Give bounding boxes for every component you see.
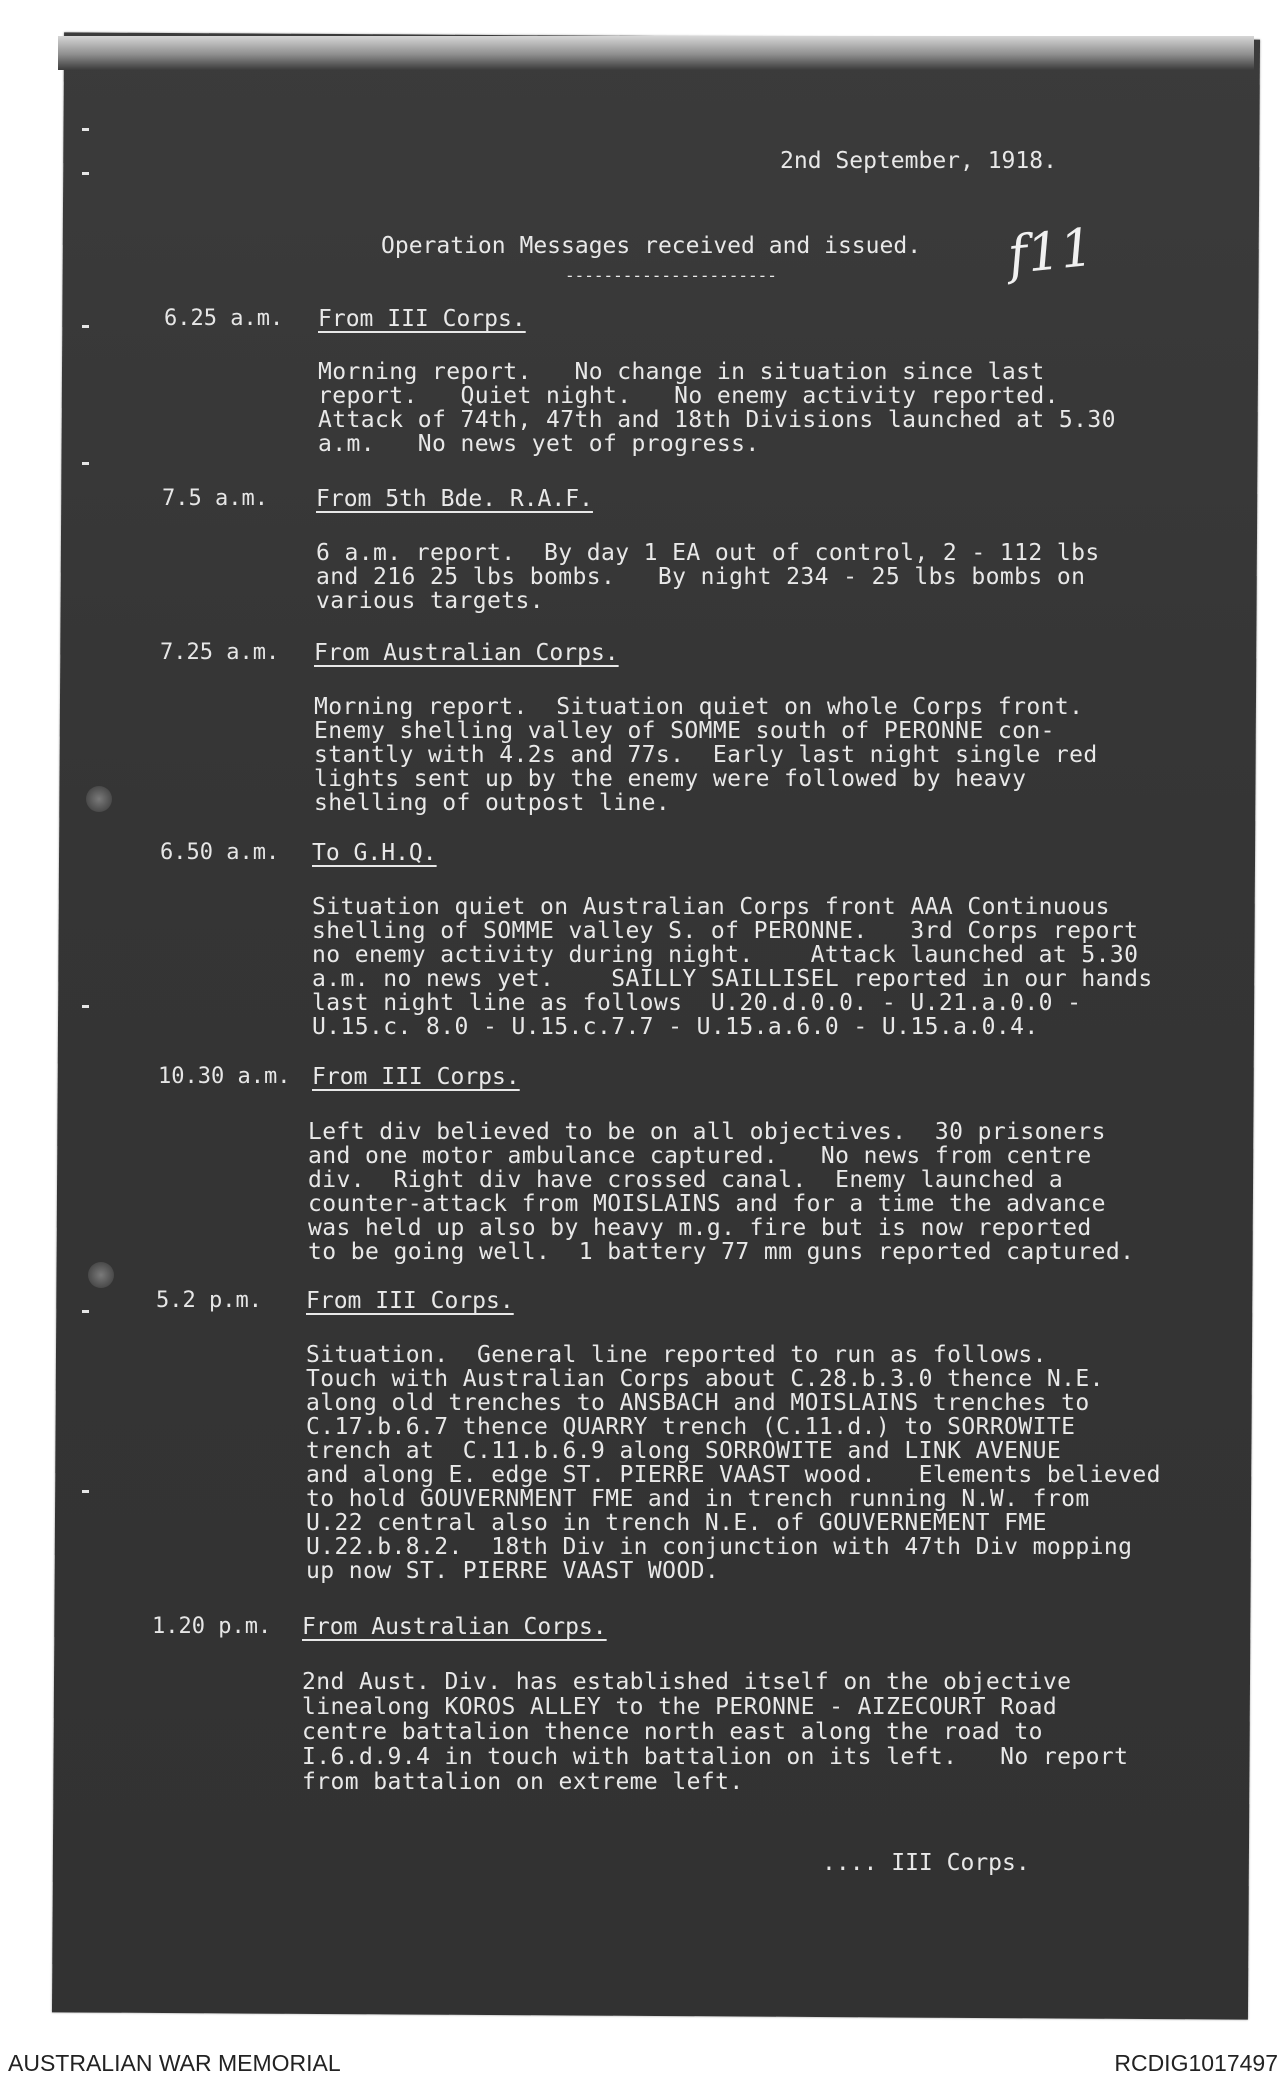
edge-mark: [82, 172, 89, 175]
entry-line: 6 a.m. report. By day 1 EA out of control, 2 - 112 lbs: [316, 540, 1100, 566]
entry-line: along old trenches to ANSBACH and MOISLAINS trenches to: [306, 1390, 1090, 1416]
entry-time: 5.2 p.m.: [156, 1288, 262, 1313]
entry-line: Morning report. Situation quiet on whole Corps front.: [314, 694, 1084, 720]
edge-mark: [82, 1005, 89, 1008]
footer-record-id: RCDIG1017497: [1114, 2050, 1278, 2076]
entry-line: and along E. edge ST. PIERRE VAAST wood. Elements believed: [306, 1462, 1161, 1488]
entry-line: Morning report. No change in situation since last: [318, 359, 1045, 385]
entry-time: 1.20 p.m.: [152, 1614, 272, 1639]
entry-line: report. Quiet night. No enemy activity reported.: [318, 383, 1059, 409]
entry-source: From III Corps.: [318, 306, 526, 332]
entry-line: shelling of SOMME valley S. of PERONNE. 3rd Corps report: [312, 918, 1139, 944]
entry-line: trench at C.11.b.6.9 along SORROWITE and LINK AVENUE: [306, 1438, 1062, 1464]
entry-line: linealong KOROS ALLEY to the PERONNE - AIZECOURT Road: [302, 1694, 1058, 1720]
entry-line: a.m. no news yet. SAILLY SAILLISEL reported in our hands: [312, 966, 1153, 992]
entry-line: lights sent up by the enemy were followed by heavy: [314, 766, 1027, 792]
entry-time: 6.25 a.m.: [164, 306, 284, 331]
entry-line: shelling of outpost line.: [314, 790, 671, 816]
entry-source: From Australian Corps.: [314, 640, 619, 666]
entry-line: and 216 25 lbs bombs. By night 234 - 25 lbs bombs on: [316, 564, 1086, 590]
entry-time: 6.50 a.m.: [160, 840, 280, 865]
entry-line: no enemy activity during night. Attack launched at 5.30: [312, 942, 1139, 968]
entry-line: a.m. No news yet of progress.: [318, 431, 760, 457]
edge-mark: [82, 462, 89, 465]
entry-line: stantly with 4.2s and 77s. Early last night single red: [314, 742, 1098, 768]
handwritten-initial: f11: [1005, 217, 1097, 287]
entry-source: From 5th Bde. R.A.F.: [316, 486, 593, 512]
edge-mark: [82, 1490, 89, 1493]
entry-line: Situation. General line reported to run as follows.: [306, 1342, 1047, 1368]
edge-mark: [82, 1310, 89, 1313]
entry-time: 10.30 a.m.: [158, 1064, 291, 1089]
entry-line: Touch with Australian Corps about C.28.b.3.0 thence N.E.: [306, 1366, 1104, 1392]
entry-time: 7.5 a.m.: [162, 486, 268, 511]
entry-source: To G.H.Q.: [312, 840, 437, 866]
entry-time: 7.25 a.m.: [160, 640, 280, 665]
entry-line: Enemy shelling valley of SOMME south of PERONNE con-: [314, 718, 1055, 744]
edge-mark: [82, 128, 89, 131]
entry-line: div. Right div have crossed canal. Enemy launched a: [308, 1167, 1064, 1193]
document-title: Operation Messages received and issued.: [381, 233, 922, 259]
title-rule: ----------------------: [565, 266, 777, 285]
entry-line: to hold GOUVERNMENT FME and in trench running N.W. from: [306, 1486, 1090, 1512]
entry-source: From Australian Corps.: [302, 1614, 607, 1640]
edge-mark: [82, 325, 89, 328]
entry-line: last night line as follows U.20.d.0.0. - U.21.a.0.0 -: [312, 990, 1082, 1016]
entry-line: U.22 central also in trench N.E. of GOUVERNEMENT FME: [306, 1510, 1047, 1536]
document-date: 2nd September, 1918.: [780, 148, 1057, 174]
entry-line: U.22.b.8.2. 18th Div in conjunction with 47th Div mopping: [306, 1534, 1133, 1560]
entry-line: Situation quiet on Australian Corps front AAA Continuous: [312, 894, 1110, 920]
entry-line: Left div believed to be on all objectives. 30 prisoners: [308, 1119, 1106, 1145]
entry-line: from battalion on extreme left.: [302, 1769, 744, 1795]
sheet-top-edge: [58, 36, 1254, 70]
entry-source: From III Corps.: [312, 1064, 520, 1090]
entry-line: I.6.d.9.4 in touch with battalion on its left. No report: [302, 1744, 1129, 1770]
entry-line: Attack of 74th, 47th and 18th Divisions launched at 5.30: [318, 407, 1116, 433]
punch-hole-lower: [88, 1262, 114, 1288]
closing-signature: .... III Corps.: [822, 1850, 1030, 1876]
entry-line: 2nd Aust. Div. has established itself on the objective: [302, 1669, 1072, 1695]
entry-line: various targets.: [316, 588, 544, 614]
entry-line: centre battalion thence north east along the road to: [302, 1719, 1043, 1745]
entry-source: From III Corps.: [306, 1288, 514, 1314]
entry-line: counter-attack from MOISLAINS and for a time the advance: [308, 1191, 1106, 1217]
entry-line: to be going well. 1 battery 77 mm guns reported captured.: [308, 1239, 1135, 1265]
footer-archive-name: AUSTRALIAN WAR MEMORIAL: [8, 2050, 341, 2076]
punch-hole-upper: [86, 786, 112, 812]
entry-line: U.15.c. 8.0 - U.15.c.7.7 - U.15.a.6.0 - U.15.a.0.4.: [312, 1014, 1039, 1040]
entry-line: was held up also by heavy m.g. fire but is now reported: [308, 1215, 1092, 1241]
entry-line: and one motor ambulance captured. No news from centre: [308, 1143, 1092, 1169]
entry-line: up now ST. PIERRE VAAST WOOD.: [306, 1558, 720, 1584]
entry-line: C.17.b.6.7 thence QUARRY trench (C.11.d.) to SORROWITE: [306, 1414, 1076, 1440]
